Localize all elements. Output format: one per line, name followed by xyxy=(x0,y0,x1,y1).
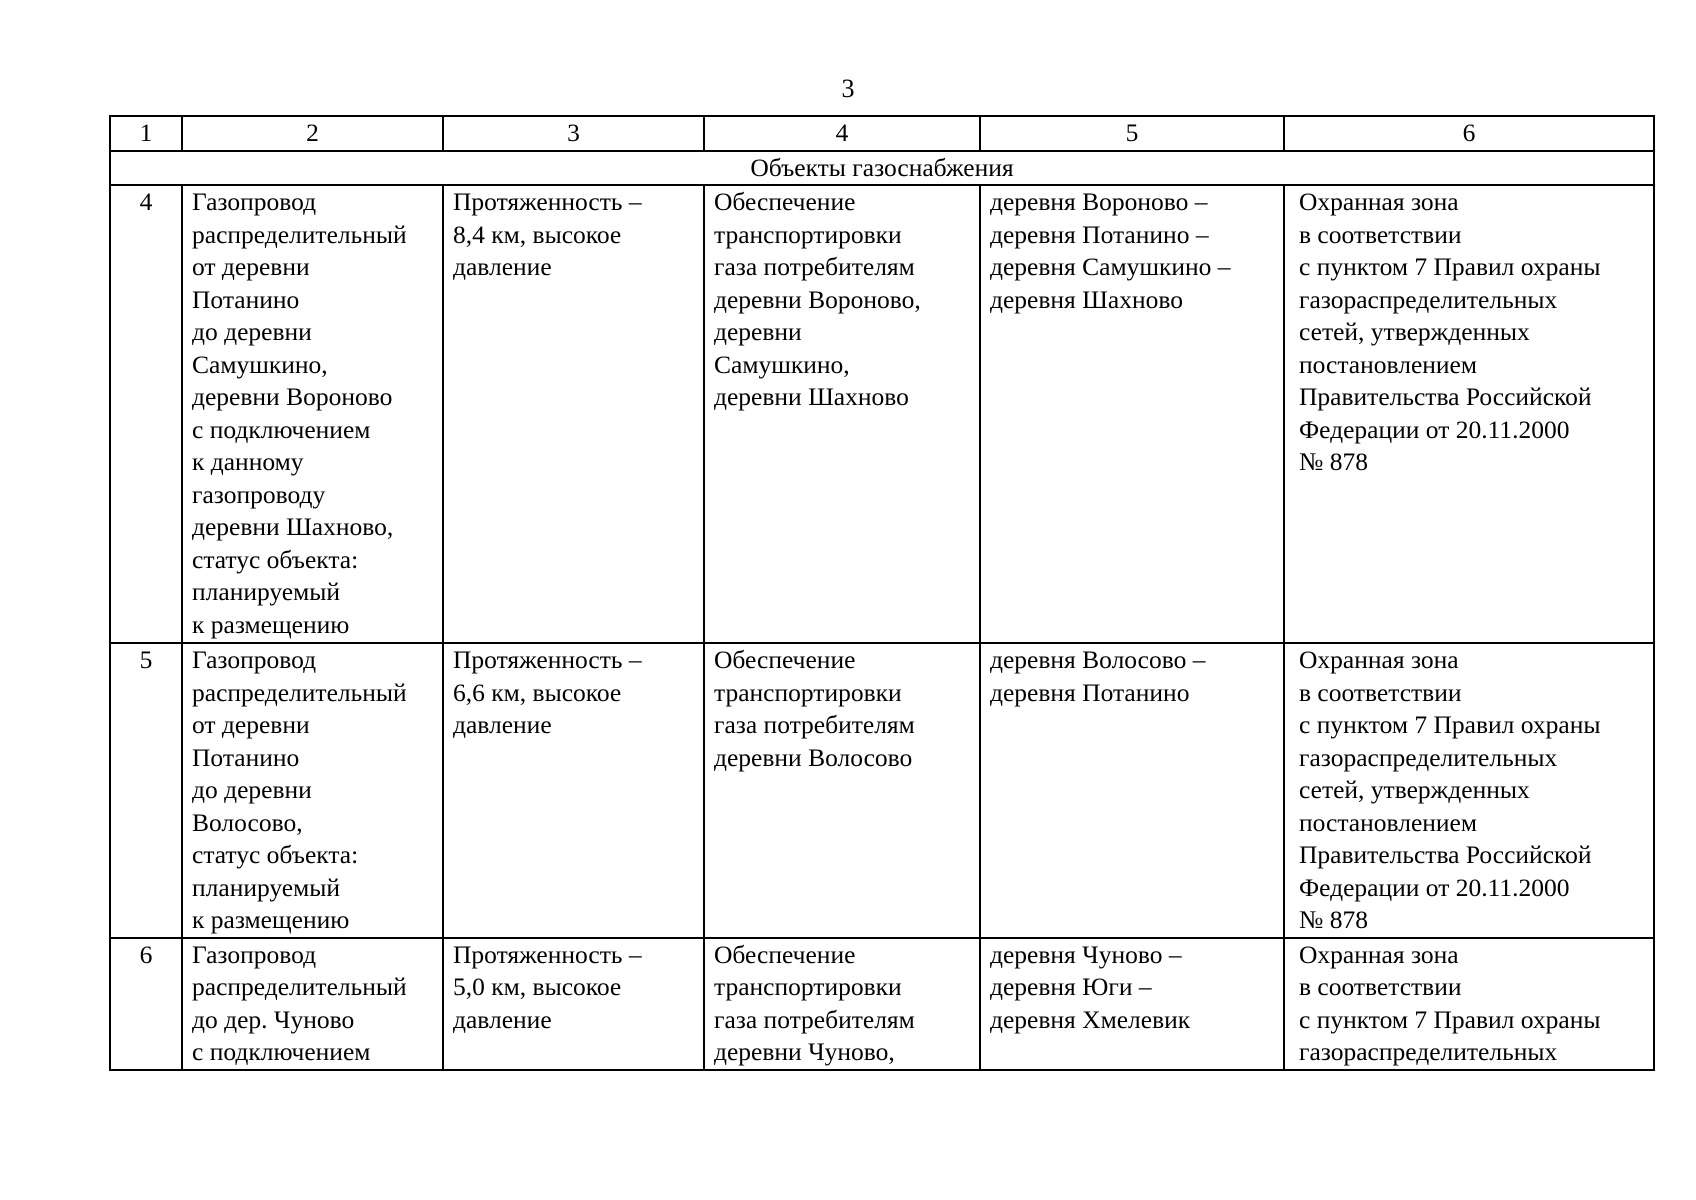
section-row xyxy=(110,151,1654,186)
protection-zone-cell: Охранная зона в соответствии с пунктом 7 Правил охраны газораспределительных сетей, утвержденных постановлением Правительства Российской Федерации от 20.11.2000 № 878 xyxy=(1284,185,1654,643)
characteristics-cell: Протяженность – 8,4 км, высокое давление xyxy=(443,185,704,643)
table-header-row xyxy=(110,116,1654,151)
table-row xyxy=(110,643,1654,938)
column-header-3: 3 xyxy=(443,116,704,151)
column-header-1: 1 xyxy=(110,116,182,151)
location-cell: деревня Волосово – деревня Потанино xyxy=(980,643,1284,938)
gas-supply-objects-table xyxy=(109,115,1655,1071)
table-row xyxy=(110,185,1654,643)
column-header-4: 4 xyxy=(704,116,980,151)
characteristics-cell: Протяженность – 6,6 км, высокое давление xyxy=(443,643,704,938)
purpose-cell: Обеспечение транспортировки газа потребителям деревни Вороново, деревни Самушкино, деревни Шахново xyxy=(704,185,980,643)
protection-zone-cell: Охранная зона в соответствии с пунктом 7 Правил охраны газораспределительных xyxy=(1284,938,1654,1070)
location-cell: деревня Чуново – деревня Юги – деревня Хмелевик xyxy=(980,938,1284,1070)
section-title: Объекты газоснабжения xyxy=(110,151,1654,186)
row-number: 4 xyxy=(110,185,182,643)
protection-zone-cell: Охранная зона в соответствии с пунктом 7 Правил охраны газораспределительных сетей, утвержденных постановлением Правительства Российской Федерации от 20.11.2000 № 878 xyxy=(1284,643,1654,938)
object-name-cell: Газопровод распределительный до дер. Чуново с подключением xyxy=(182,938,443,1070)
row-number: 5 xyxy=(110,643,182,938)
column-header-6: 6 xyxy=(1284,116,1654,151)
column-header-2: 2 xyxy=(182,116,443,151)
row-number: 6 xyxy=(110,938,182,1070)
page-number: 3 xyxy=(841,74,855,103)
characteristics-cell: Протяженность – 5,0 км, высокое давление xyxy=(443,938,704,1070)
purpose-cell: Обеспечение транспортировки газа потребителям деревни Волосово xyxy=(704,643,980,938)
location-cell: деревня Вороново – деревня Потанино – деревня Самушкино – деревня Шахново xyxy=(980,185,1284,643)
object-name-cell: Газопровод распределительный от деревни Потанино до деревни Волосово, статус объекта: планируемый к размещению xyxy=(182,643,443,938)
table-row xyxy=(110,938,1654,1070)
object-name-cell: Газопровод распределительный от деревни Потанино до деревни Самушкино, деревни Вороново с подключением к данному газопроводу деревни Шахново, статус объекта: планируемый к размещению xyxy=(182,185,443,643)
column-header-5: 5 xyxy=(980,116,1284,151)
purpose-cell: Обеспечение транспортировки газа потребителям деревни Чуново, xyxy=(704,938,980,1070)
